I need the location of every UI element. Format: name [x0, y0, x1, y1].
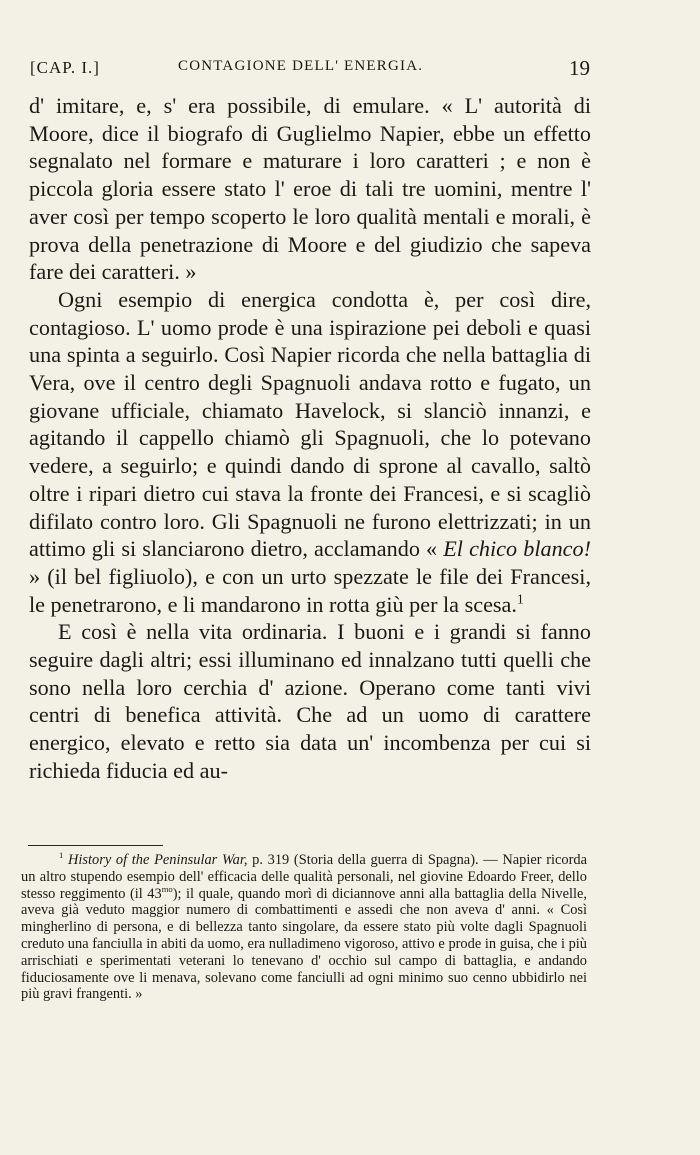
paragraph-2-part-a: Ogni esempio di energica condotta è, per così dire, contagioso. L' uomo prode è una ispirazione pei deboli e quasi una spinta a seguirlo. Così Napier ricorda che nella battaglia di Vera, ove il centro degli Spagnuoli andava rotto e fugato, un giovane ufficiale, chiamato Havelock, si slanciò innanzi, e agitando il cappello chiamò gli Spagnuoli, che lo potevano vedere, a seguirlo; e quindi dando di sprone al cavallo, saltò oltre i ripari dietro cui stava la fronte dei Francesi, e si scagliò difilato contro loro. Gli Spagnuoli ne furono elettrizzati; in un attimo gli si slanciarono dietro, acclamando « [29, 286, 591, 562]
footnote-marker: 1 [59, 850, 64, 861]
chapter-label: [CAP. I.] [30, 58, 100, 77]
paragraph-1: d' imitare, e, s' era possibile, di emulare. « L' autorità di Moore, dice il biografo di Guglielmo Napier, ebbe un effetto segnalato nel formare e maturare i loro caratteri ; e non è piccola gloria essere stato l' eroe di tali tre uomini, mentre l' aver così per tempo scoperto le loro qualità mentali e morali, è prova della penetrazione di Moore e del giudizio che sapeva fare dei caratteri. » [29, 93, 591, 285]
page-number: 19 [569, 56, 590, 80]
footnote-divider [28, 845, 163, 846]
footnote-superscript-mo: mo [161, 883, 173, 894]
footnote-text-b: ); il quale, quando morì di diciannove anni alla battaglia della Nivelle, aveva già veduto maggior numero di combattimenti e assedi che non aveva d' anni. « Così mingherlino di persona, e di bellezza tanto singolare, da essere stato più volte dagli Spagnuoli creduto una fanciulla in abiti da uomo, era nulladimeno vigoroso, attivo e prode in guisa, che i più arrischiati e sperimentati veterani lo tenevano d' occhio sul campo di battaglia, e andando fiduciosamente ove li menava, solevano come fanciulli ad ogni minimo suo cenno ubbidirlo nei più gravi frangenti. » [21, 885, 587, 1003]
paragraph-2-part-b: » (il bel figliuolo), e con un urto spezzate le file dei Francesi, le penetrarono, e li mandarono in rotta giù per la scesa. [29, 563, 591, 617]
paragraph-2 [29, 286, 591, 618]
footnote-text-a: p. 319 (Storia della guerra di Spagna). — Napier ricorda un altro stupendo esempio dell' efficacia delle qualità personali, nel giovine Edoardo Freer, dello stesso reggimento (il 43 [21, 852, 587, 902]
footnote [21, 852, 587, 1003]
footnote-reference: 1 [516, 591, 524, 607]
paragraph-3: E così è nella vita ordinaria. I buoni e i grandi si fanno seguire dagli altri; essi illuminano ed innalzano tutti quelli che sono nella loro cerchia d' azione. Operano come tanti vivi centri di benefica attività. Che ad un uomo di carattere energico, elevato e retto sia data un' incombenza per cui si richieda fiducia ed au- [29, 619, 591, 783]
main-text [29, 92, 591, 785]
running-header [30, 58, 590, 84]
footnote-work-title: History of the Peninsular War, [68, 852, 248, 868]
quote-el-chico-blanco: El chico blanco! [443, 536, 591, 562]
running-title: CONTAGIONE DELL' ENERGIA. [178, 58, 424, 74]
